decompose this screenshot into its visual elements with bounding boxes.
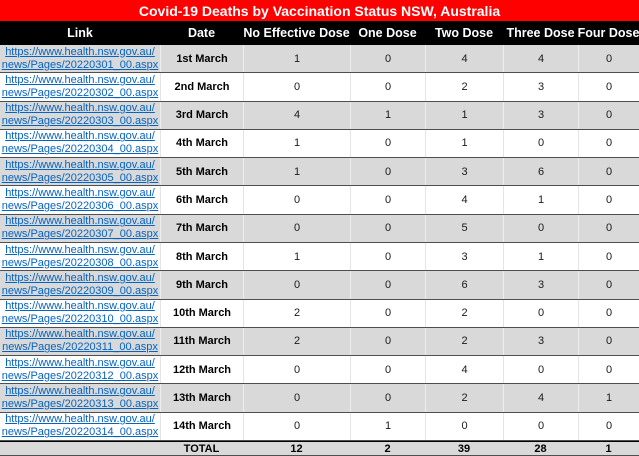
cell-no-effective-dose: 1: [243, 130, 350, 157]
link-line2: news/Pages/20220310_00.aspx: [1, 313, 159, 326]
cell-no-effective-dose: 0: [243, 186, 350, 213]
report-link[interactable]: [2, 130, 159, 156]
total-four-dose: 1: [605, 442, 612, 455]
link-cell: [0, 243, 160, 270]
column-header-four-dose: Four Dose: [577, 26, 639, 40]
link-cell: [0, 45, 160, 72]
link-line2: news/Pages/20220311_00.aspx: [2, 341, 158, 354]
link-line1: https://www.health.nsw.gov.au/: [5, 130, 155, 143]
column-header-link: Link: [67, 26, 93, 40]
cell-four-dose: 0: [578, 328, 639, 355]
column-header-one-dose: One Dose: [358, 26, 417, 40]
cell-four-dose: 0: [578, 45, 639, 72]
report-link[interactable]: [2, 272, 159, 298]
link-line2: news/Pages/20220312_00.aspx: [1, 369, 159, 382]
cell-no-effective-dose: 0: [243, 73, 350, 100]
cell-no-effective-dose: 2: [243, 300, 350, 327]
link-cell: [0, 271, 160, 298]
link-line2: news/Pages/20220302_00.aspx: [1, 86, 159, 99]
date-cell: 13th March: [160, 384, 243, 411]
link-line2: news/Pages/20220304_00.aspx: [1, 143, 159, 156]
cell-four-dose: 0: [578, 356, 639, 383]
cell-two-dose: 0: [425, 413, 503, 440]
link-line1: https://www.health.nsw.gov.au/: [5, 215, 155, 228]
cell-two-dose: 2: [425, 384, 503, 411]
date-cell: 12th March: [160, 356, 243, 383]
cell-one-dose: 0: [350, 356, 425, 383]
report-link[interactable]: [2, 102, 159, 128]
table-row: [0, 186, 639, 214]
total-no-effective-dose: 12: [290, 442, 303, 455]
cell-four-dose: 0: [578, 271, 639, 298]
report-link[interactable]: [2, 244, 159, 270]
cell-four-dose: 0: [578, 186, 639, 213]
table-row: [0, 130, 639, 158]
date-cell: 8th March: [160, 243, 243, 270]
cell-one-dose: 0: [350, 45, 425, 72]
link-cell: [0, 102, 160, 129]
date-cell: 14th March: [160, 413, 243, 440]
cell-one-dose: 0: [350, 271, 425, 298]
date-cell: 1st March: [160, 45, 243, 72]
cell-four-dose: 0: [578, 158, 639, 185]
report-link[interactable]: [2, 74, 159, 100]
column-header-no-effective-dose: No Effective Dose: [243, 26, 350, 40]
cell-four-dose: 0: [578, 73, 639, 100]
table-body: [0, 45, 639, 441]
link-line1: https://www.health.nsw.gov.au/: [5, 73, 155, 86]
report-link[interactable]: [2, 300, 159, 326]
link-cell: [0, 328, 160, 355]
cell-no-effective-dose: 1: [243, 158, 350, 185]
cell-three-dose: 3: [503, 271, 578, 298]
cell-four-dose: 0: [578, 215, 639, 242]
date-cell: 5th March: [160, 158, 243, 185]
cell-four-dose: 0: [578, 130, 639, 157]
date-cell: 11th March: [160, 328, 243, 355]
cell-three-dose: 3: [503, 73, 578, 100]
cell-one-dose: 0: [350, 215, 425, 242]
link-cell: [0, 384, 160, 411]
table-row: [0, 243, 639, 271]
report-link[interactable]: [2, 187, 159, 213]
cell-no-effective-dose: 0: [243, 413, 350, 440]
table-row: [0, 384, 639, 412]
link-line1: https://www.health.nsw.gov.au/: [5, 413, 155, 426]
cell-two-dose: 2: [425, 73, 503, 100]
cell-three-dose: 3: [503, 102, 578, 129]
table-row: [0, 102, 639, 130]
link-line1: https://www.health.nsw.gov.au/: [5, 102, 155, 115]
column-header-three-dose: Three Dose: [506, 26, 575, 40]
cell-four-dose: 0: [578, 102, 639, 129]
date-cell: 10th March: [160, 300, 243, 327]
cell-four-dose: 0: [578, 300, 639, 327]
cell-one-dose: 0: [350, 186, 425, 213]
cell-three-dose: 0: [503, 356, 578, 383]
cell-no-effective-dose: 0: [243, 215, 350, 242]
cell-one-dose: 0: [350, 300, 425, 327]
link-line2: news/Pages/20220308_00.aspx: [1, 256, 159, 269]
link-line1: https://www.health.nsw.gov.au/: [5, 300, 155, 313]
link-line1: https://www.health.nsw.gov.au/: [5, 45, 155, 58]
cell-two-dose: 3: [425, 243, 503, 270]
link-line2: news/Pages/20220301_00.aspx: [1, 58, 159, 71]
cell-two-dose: 4: [425, 186, 503, 213]
column-header-row: [0, 21, 639, 45]
total-row: [0, 441, 639, 456]
cell-four-dose: 0: [578, 243, 639, 270]
cell-no-effective-dose: 1: [243, 45, 350, 72]
link-line1: https://www.health.nsw.gov.au/: [5, 187, 155, 200]
cell-no-effective-dose: 4: [243, 102, 350, 129]
total-one-dose: 2: [384, 442, 391, 455]
total-empty-cell: [0, 442, 160, 455]
cell-one-dose: 1: [350, 413, 425, 440]
cell-two-dose: 4: [425, 356, 503, 383]
cell-four-dose: 0: [578, 413, 639, 440]
link-line1: https://www.health.nsw.gov.au/: [5, 158, 155, 171]
table-row: [0, 413, 639, 441]
link-line1: https://www.health.nsw.gov.au/: [5, 243, 155, 256]
table-row: [0, 356, 639, 384]
cell-two-dose: 1: [425, 102, 503, 129]
total-two-dose: 39: [457, 442, 471, 455]
cell-two-dose: 5: [425, 215, 503, 242]
column-header-two-dose: Two Dose: [434, 26, 494, 40]
link-line2: news/Pages/20220309_00.aspx: [1, 284, 159, 297]
link-line2: news/Pages/20220305_00.aspx: [1, 171, 159, 184]
report-link[interactable]: [2, 46, 159, 72]
cell-three-dose: 0: [503, 300, 578, 327]
cell-one-dose: 0: [350, 73, 425, 100]
cell-three-dose: 0: [503, 130, 578, 157]
cell-two-dose: 6: [425, 271, 503, 298]
table-row: [0, 271, 639, 299]
link-line2: news/Pages/20220303_00.aspx: [1, 115, 159, 128]
report-link[interactable]: [2, 159, 159, 185]
cell-two-dose: 2: [425, 300, 503, 327]
cell-no-effective-dose: 2: [243, 328, 350, 355]
cell-two-dose: 2: [425, 328, 503, 355]
cell-three-dose: 1: [503, 186, 578, 213]
link-line2: news/Pages/20220306_00.aspx: [1, 200, 159, 213]
date-cell: 4th March: [160, 130, 243, 157]
link-cell: [0, 158, 160, 185]
cell-one-dose: 1: [350, 102, 425, 129]
column-header-date: Date: [187, 26, 216, 40]
cell-three-dose: 6: [503, 158, 578, 185]
cell-one-dose: 0: [350, 384, 425, 411]
cell-two-dose: 1: [425, 130, 503, 157]
link-cell: [0, 215, 160, 242]
table-title: Covid-19 Deaths by Vaccination Status NSW, Australia: [0, 0, 639, 21]
table-row: [0, 300, 639, 328]
table-row: [0, 45, 639, 73]
cell-three-dose: 4: [503, 45, 578, 72]
table-row: [0, 328, 639, 356]
link-line1: https://www.health.nsw.gov.au/: [5, 356, 155, 369]
date-cell: 6th March: [160, 186, 243, 213]
cell-one-dose: 0: [350, 158, 425, 185]
cell-three-dose: 1: [503, 243, 578, 270]
cell-one-dose: 0: [350, 328, 425, 355]
link-cell: [0, 73, 160, 100]
link-cell: [0, 356, 160, 383]
total-three-dose: 28: [534, 442, 547, 455]
cell-two-dose: 4: [425, 45, 503, 72]
report-link[interactable]: [2, 215, 159, 241]
cell-three-dose: 3: [503, 328, 578, 355]
report-link[interactable]: [2, 328, 158, 354]
cell-no-effective-dose: 0: [243, 271, 350, 298]
cell-no-effective-dose: 0: [243, 384, 350, 411]
table-row: [0, 73, 639, 101]
cell-no-effective-dose: 1: [243, 243, 350, 270]
report-link[interactable]: [2, 357, 159, 383]
link-line1: https://www.health.nsw.gov.au/: [5, 328, 155, 341]
table-row: [0, 215, 639, 243]
link-cell: [0, 413, 160, 440]
link-cell: [0, 300, 160, 327]
total-label: TOTAL: [183, 442, 220, 455]
cell-two-dose: 3: [425, 158, 503, 185]
cell-four-dose: 1: [578, 384, 639, 411]
table-row: [0, 158, 639, 186]
report-link[interactable]: [2, 413, 159, 439]
link-line1: https://www.health.nsw.gov.au/: [5, 385, 155, 398]
cell-three-dose: 0: [503, 413, 578, 440]
report-link[interactable]: [2, 385, 159, 411]
cell-one-dose: 0: [350, 243, 425, 270]
link-line2: news/Pages/20220314_00.aspx: [1, 426, 159, 439]
link-line2: news/Pages/20220313_00.aspx: [1, 398, 159, 411]
cell-three-dose: 0: [503, 215, 578, 242]
date-cell: 3rd March: [160, 102, 243, 129]
link-line1: https://www.health.nsw.gov.au/: [5, 271, 155, 284]
link-line2: news/Pages/20220307_00.aspx: [1, 228, 159, 241]
link-cell: [0, 130, 160, 157]
date-cell: 9th March: [160, 271, 243, 298]
cell-three-dose: 4: [503, 384, 578, 411]
date-cell: 2nd March: [160, 73, 243, 100]
date-cell: 7th March: [160, 215, 243, 242]
cell-no-effective-dose: 0: [243, 356, 350, 383]
link-cell: [0, 186, 160, 213]
cell-one-dose: 0: [350, 130, 425, 157]
